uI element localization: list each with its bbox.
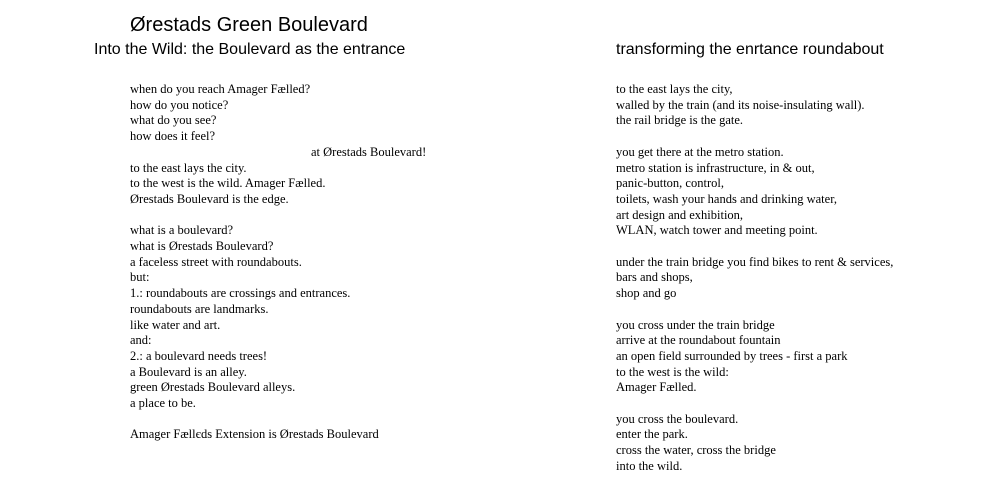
text-line: into the wild. — [616, 458, 683, 473]
text-line: art design and exhibition, — [616, 207, 744, 222]
text-line: enter the park. — [616, 427, 688, 442]
text-line: you cross the boulevard. — [616, 411, 739, 426]
text-line: Amager Fælled. — [616, 380, 697, 395]
text-line: to the east lays the city. — [130, 160, 247, 175]
right-text-column — [616, 82, 996, 475]
text-line: you get there at the metro station. — [616, 144, 784, 159]
text-line: 2.: a boulevard needs trees! — [130, 348, 268, 363]
text-line: what do you see? — [130, 113, 217, 128]
stanza-gap — [616, 302, 996, 318]
text-line: under the train bridge you find bikes to rent & services, — [616, 254, 894, 269]
stanza-gap — [616, 396, 996, 412]
stanza-gap — [130, 208, 470, 224]
text-line: to the east lays the city, — [616, 82, 733, 96]
text-line: shop and go — [616, 286, 677, 301]
stanza-gap — [616, 129, 996, 145]
text-line: a Boulevard is an alley. — [130, 364, 247, 379]
text-line: roundabouts are landmarks. — [130, 301, 269, 316]
right-stanza-4 — [616, 318, 996, 397]
text-line: a faceless street with roundabouts. — [130, 254, 302, 269]
text-line: an open field surrounded by trees - first a park — [616, 348, 848, 363]
text-line: green Ørestads Boulevard alleys. — [130, 380, 296, 395]
text-line: but: — [130, 270, 150, 285]
text-line: the rail bridge is the gate. — [616, 113, 744, 128]
stanza-gap — [130, 412, 470, 428]
text-line: Ørestads Boulevard is the edge. — [130, 191, 289, 206]
text-line: to the west is the wild: — [616, 364, 729, 379]
right-stanza-3 — [616, 255, 996, 302]
text-line: like water and art. — [130, 317, 221, 332]
text-line: Amager Fællєds Extension is Ørestads Boulevard — [130, 427, 379, 442]
text-line: you cross under the train bridge — [616, 317, 775, 332]
text-line: how do you notice? — [130, 97, 229, 112]
text-line: walled by the train (and its noise-insulating wall). — [616, 97, 865, 112]
left-stanza-1 — [130, 82, 470, 208]
stanza-gap — [616, 239, 996, 255]
left-stanza-2 — [130, 223, 470, 411]
text-line: 1.: roundabouts are crossings and entrances. — [130, 286, 351, 301]
indented-text-line: at Ørestads Boulevard! — [311, 144, 427, 159]
text-line: bars and shops, — [616, 270, 693, 285]
text-line: how does it feel? — [130, 129, 216, 144]
text-line: arrive at the roundabout fountain — [616, 333, 781, 348]
right-heading: transforming the enrtance roundabout — [616, 41, 884, 58]
left-stanza-3 — [130, 427, 470, 443]
text-line: what is Ørestads Boulevard? — [130, 239, 274, 254]
text-line: when do you reach Amager Fælled? — [130, 82, 311, 96]
text-line: metro station is infrastructure, in & out, — [616, 160, 815, 175]
page-title: Ørestads Green Boulevard — [130, 14, 368, 36]
text-line: a place to be. — [130, 396, 196, 411]
text-line: what is a boulevard? — [130, 223, 234, 238]
right-stanza-5 — [616, 412, 996, 475]
right-stanza-1 — [616, 82, 996, 129]
left-heading: Into the Wild: the Boulevard as the entrance — [94, 41, 406, 58]
text-line: to the west is the wild. Amager Fælled. — [130, 176, 326, 191]
text-line: and: — [130, 333, 152, 348]
text-line: WLAN, watch tower and meeting point. — [616, 223, 818, 238]
left-text-column — [130, 82, 470, 443]
text-line: cross the water, cross the bridge — [616, 443, 776, 458]
text-line: panic-button, control, — [616, 176, 724, 191]
text-line: toilets, wash your hands and drinking water, — [616, 191, 837, 206]
right-stanza-2 — [616, 145, 996, 239]
